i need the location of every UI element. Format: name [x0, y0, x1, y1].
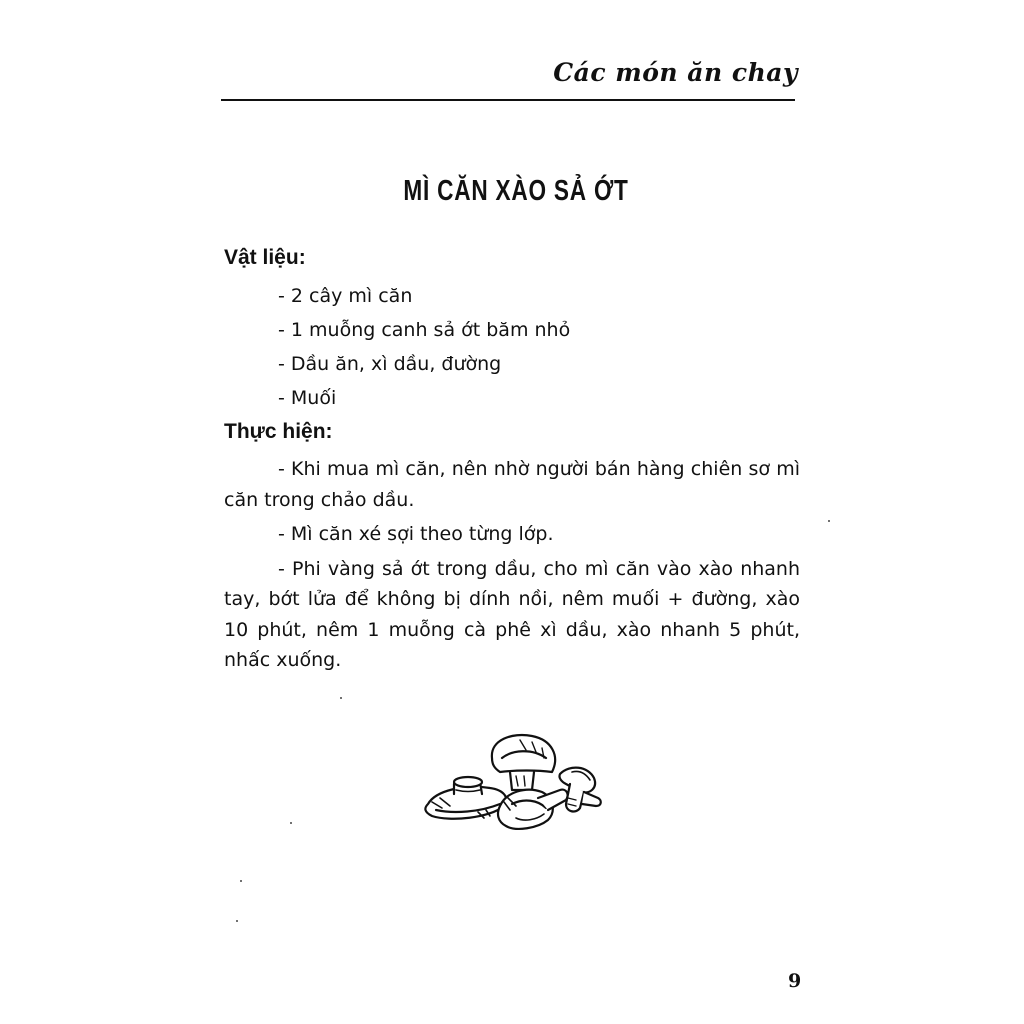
ingredient-item: - Muối [278, 387, 337, 409]
ingredient-item: - 2 cây mì căn [278, 285, 413, 307]
method-step: - Khi mua mì căn, nên nhờ người bán hàng chiên sơ mì căn trong chảo dầu. [224, 458, 800, 511]
ingredients-list [278, 282, 570, 418]
ingredients-heading: Vật liệu: [224, 246, 306, 269]
scan-speck [290, 822, 292, 824]
scan-speck [236, 920, 238, 922]
page-number: 9 [788, 970, 802, 992]
running-head: Các món ăn chay [553, 58, 798, 87]
header-rule [221, 99, 795, 101]
ingredient-item: - 1 muỗng canh sả ớt băm nhỏ [278, 319, 571, 341]
method-heading: Thực hiện: [224, 420, 333, 443]
ingredient-item: - Dầu ăn, xì dầu, đường [278, 353, 502, 375]
scan-speck [828, 520, 830, 522]
recipe-title: MÌ CĂN XÀO SẢ ỚT [403, 175, 629, 207]
scan-speck [240, 880, 242, 882]
method-step: - Phi vàng sả ớt trong dầu, cho mì căn vào xào nhanh tay, bớt lửa để không bị dính nồi, nêm muối + đường, xào 10 phút, nêm 1 muỗng cà phê xì dầu, xào nhanh 5 phút, nhấc xuống. [224, 557, 800, 671]
method-step: - Mì căn xé sợi theo từng lớp. [278, 523, 554, 545]
method-steps [224, 454, 800, 680]
scan-speck [340, 697, 342, 699]
mushrooms-icon [420, 728, 610, 838]
